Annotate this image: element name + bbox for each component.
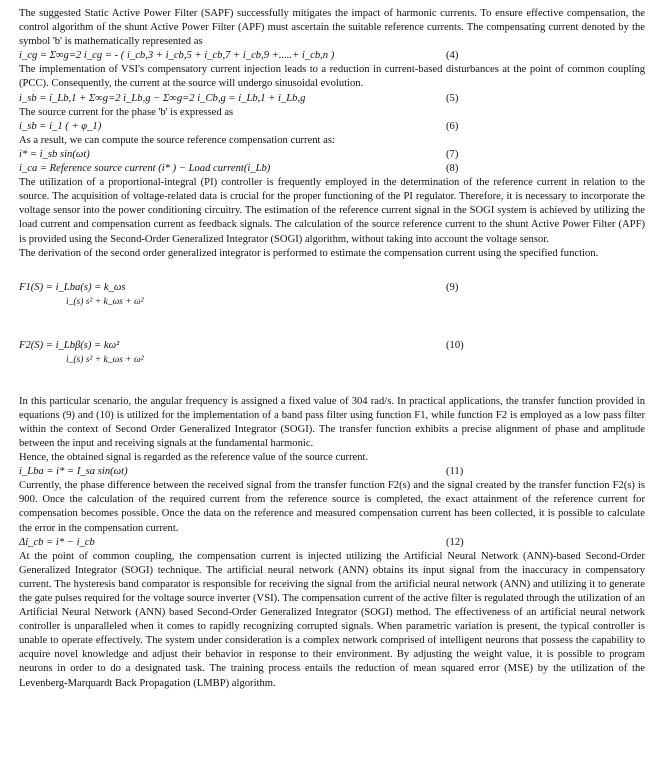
equation-4-body: i_cg = Σ∞g=2 i_cg = - ( i_cb,3 + i_cb,5 + i_cb,7 + i_cb,9 +.....+ i_cb,n ) bbox=[19, 50, 335, 62]
equation-4 bbox=[19, 49, 645, 63]
equation-9-number: (9) bbox=[446, 281, 459, 293]
equation-7-number: (7) bbox=[446, 148, 459, 160]
equation-12-body: Δi_cb = i* − i_cb bbox=[19, 536, 95, 548]
equation-4-number: (4) bbox=[446, 50, 459, 62]
equation-6-body: i_sb = i_1 ( + φ_1) bbox=[19, 120, 102, 132]
equation-12 bbox=[19, 536, 645, 550]
paragraph-pi-controller: The utilization of a proportional-integral (PI) controller is frequently employed in the determination of the reference current in relation to the source. The acquisition of voltage-related data is crucial for the proper functioning of the PI regulator. Therefore, it is necessary to incorporate the voltage sensor into the power conditioning circuitry. The estimation of the reference current signal in the SOGI system is achieved by utilizing the load current and compensation current as feedback signals. The calculation of the source reference current to the shunt Active Power Filter (APF) is provided using the Second-Order Generalized Integrator (SOGI) algorithm, without taking into account the voltage sensor. bbox=[19, 177, 645, 245]
paragraph-source-current: The source current for the phase 'b' is expressed as bbox=[19, 106, 234, 118]
equation-5 bbox=[19, 92, 645, 106]
paragraph-sogi-derivation: The derivation of the second order generalized integrator is performed to estimate the compensation current using the specified function. bbox=[19, 247, 599, 259]
equation-11-body: i_Lba = i* = I_sa sin(ωt) bbox=[19, 466, 128, 478]
equation-11 bbox=[19, 465, 645, 479]
equation-5-number: (5) bbox=[446, 92, 459, 104]
equation-10-numerator: F2(S) = i_Lbβ(s) = kω² bbox=[19, 339, 120, 351]
equation-7-body: i* = i_sb sin(ωt) bbox=[19, 148, 90, 160]
paragraph-sapf-intro: The suggested Static Active Power Filter (SAPF) successfully mitigates the impact of harmonic currents. To ensure effective compensation, the control algorithm of the shunt Active Power Filter (APF) must ascertain the suitable reference currents. The compensating current denoted by the symbol 'b' is mathematically represented as bbox=[19, 8, 645, 48]
paper-page bbox=[19, 7, 645, 691]
equation-8-body: i_ca = Reference source current (i* ) − Load current(i_Lb) bbox=[19, 163, 271, 175]
equation-12-number: (12) bbox=[446, 536, 464, 548]
paragraph-angular-frequency: In this particular scenario, the angular frequency is assigned a fixed value of 304 rad/s. In practical applications, the transfer function provided in equations (9) and (10) is utilized for the implementation of a band pass filter using function F1, while function F2 is employed as a low pass filter within the context of Second Order Generalized Integrator (SOGI). The transfer function exhibits a precise alignment of phase and amplitude between the input and receiving signals at the fundamental harmonic. bbox=[19, 395, 645, 449]
paragraph-phase-difference: Currently, the phase difference between the received signal from the transfer function F2(s) and the signal created by the transfer function F2(s) is 900. Once the calculation of the required current from the reference source is completed, the exact attainment of the reference current for compensation becomes possible. Once the data on the reference and measured compensation current has been collected, it is possible to calculate the error in the compensation current. bbox=[19, 480, 645, 534]
paragraph-vsi: The implementation of VSI's compensatory current injection leads to a reduction in current-based disturbances at the point of common coupling (PCC). Consequently, the current at the source will undergo sinusoidal evolution. bbox=[19, 64, 645, 90]
equation-8 bbox=[19, 162, 645, 176]
equation-10-denominator: i_(s) s² + k_ωs + ω² bbox=[66, 354, 144, 365]
paragraph-reference-value: Hence, the obtained signal is regarded as the reference value of the source current. bbox=[19, 452, 369, 464]
equation-9 bbox=[19, 281, 645, 319]
equation-6 bbox=[19, 120, 645, 134]
equation-9-numerator: F1(S) = i_Lba(s) = k_ωs bbox=[19, 281, 126, 293]
equation-8-number: (8) bbox=[446, 163, 459, 175]
equation-5-body: i_sb = i_Lb,1 + Σ∞g=2 i_Lb,g − Σ∞g=2 i_Cb,g = i_Lb,1 + i_Lb,g bbox=[19, 92, 306, 104]
paragraph-ann-sogi: At the point of common coupling, the compensation current is injected utilizing the Artificial Neural Network (ANN)-based Second-Order Generalized Integrator (SOGI) technique. The artificial neural network (ANN) obtains its input signal from the inaccuracy in compensatory current. The hysteresis band comparator is responsible for receiving the signal from the artificial neural network (ANN) and utilizing it to generate the gate pulses required for the voltage source inverter (VSI). The compensation current of the active filter is regulated through the utilization of an Artificial Neural Network (ANN) based Second-Order Generalized Integrator (SOGI) method. The effectiveness of an artificial neural network controller is unparalleled when it comes to rapidly recognizing corrupted signals. When parametric variation is present, the typical controller is unable to operate effectively. The system under consideration is a complex network comprised of intelligent neurons that possess the capability to acquire novel knowledge and adjust their behavior in response to their environment. By adjusting the weight value, it is possible to program neurons in order to do a designated task. The training process entails the reduction of mean squared error (MSE) by the utilization of the Levenberg-Marquardt Back Propagation (LMBP) algorithm. bbox=[19, 550, 645, 689]
equation-7 bbox=[19, 148, 645, 162]
equation-10-number: (10) bbox=[446, 339, 464, 351]
equation-9-denominator: i_(s) s² + k_ωs + ω² bbox=[66, 296, 144, 307]
equation-10 bbox=[19, 339, 645, 377]
equation-11-number: (11) bbox=[446, 466, 464, 478]
equation-6-number: (6) bbox=[446, 120, 459, 132]
paragraph-reference-compensation: As a result, we can compute the source reference compensation current as: bbox=[19, 134, 335, 146]
